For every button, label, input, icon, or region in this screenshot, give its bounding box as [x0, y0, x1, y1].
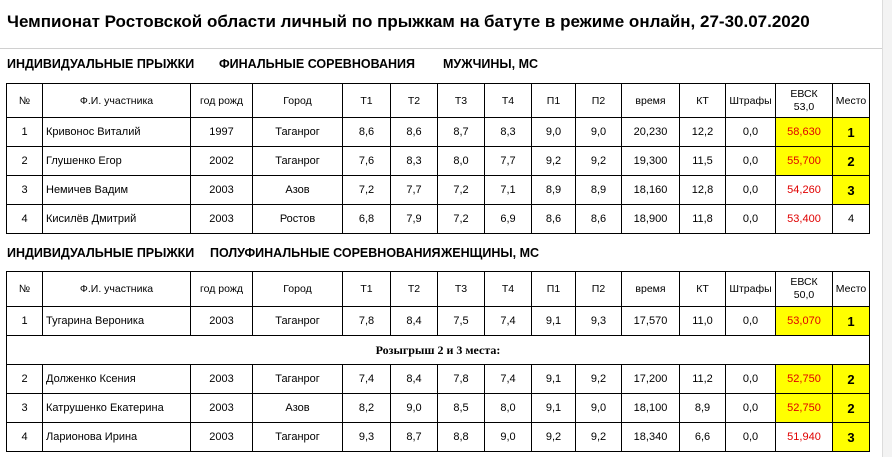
cell-t1: 9,3 [343, 423, 391, 452]
cell-name: Немичев Вадим [43, 176, 191, 205]
cell-place: 1 [833, 307, 870, 336]
window-edge [882, 0, 892, 457]
cell-p2: 8,6 [576, 205, 622, 234]
cell-num: 3 [7, 394, 43, 423]
cell-t3: 8,7 [438, 118, 485, 147]
cell-total: 58,630 [776, 118, 833, 147]
cell-time: 18,160 [622, 176, 680, 205]
cell-num: 1 [7, 118, 43, 147]
col-penalties: Штрафы [726, 84, 776, 118]
women-results-table [6, 271, 870, 452]
cell-name: Ларионова Ирина [43, 423, 191, 452]
cell-p1: 9,0 [532, 118, 576, 147]
cell-p1: 9,1 [532, 394, 576, 423]
col-city: Город [253, 272, 343, 307]
col-time: время [622, 84, 680, 118]
table-row [7, 423, 870, 452]
header-row [7, 272, 870, 307]
playoff-note-row [7, 336, 870, 365]
cell-total: 53,400 [776, 205, 833, 234]
cell-place: 3 [833, 176, 870, 205]
cell-penalties: 0,0 [726, 205, 776, 234]
cell-num: 2 [7, 147, 43, 176]
col-kt: КТ [680, 84, 726, 118]
col-t2: Т2 [391, 84, 438, 118]
col-t3: Т3 [438, 84, 485, 118]
section-group: ЖЕНЩИНЫ, МС [441, 246, 540, 260]
cell-year: 2003 [191, 365, 253, 394]
cell-penalties: 0,0 [726, 147, 776, 176]
cell-time: 18,340 [622, 423, 680, 452]
cell-name: Катрушенко Екатерина [43, 394, 191, 423]
playoff-note: Розыгрыш 2 и 3 места: [7, 336, 870, 365]
cell-t4: 7,4 [485, 365, 532, 394]
cell-year: 2002 [191, 147, 253, 176]
cell-num: 4 [7, 423, 43, 452]
col-evsk-value: 53,0 [793, 100, 815, 113]
section-discipline: ИНДИВИДУАЛЬНЫЕ ПРЫЖКИ [7, 57, 195, 71]
table-row [7, 307, 870, 336]
col-t4: Т4 [485, 84, 532, 118]
cell-t3: 7,5 [438, 307, 485, 336]
cell-name: Тугарина Вероника [43, 307, 191, 336]
cell-total: 52,750 [776, 365, 833, 394]
cell-p1: 9,1 [532, 307, 576, 336]
cell-penalties: 0,0 [726, 365, 776, 394]
cell-p2: 9,2 [576, 365, 622, 394]
table-row [7, 118, 870, 147]
cell-penalties: 0,0 [726, 118, 776, 147]
cell-p1: 9,2 [532, 423, 576, 452]
cell-year: 1997 [191, 118, 253, 147]
cell-t1: 7,4 [343, 365, 391, 394]
cell-p2: 9,0 [576, 394, 622, 423]
cell-city: Таганрог [253, 365, 343, 394]
cell-penalties: 0,0 [726, 423, 776, 452]
col-p1: П1 [532, 84, 576, 118]
col-num: № [7, 272, 43, 307]
cell-penalties: 0,0 [726, 394, 776, 423]
col-t1: Т1 [343, 272, 391, 307]
title-bar [0, 0, 892, 49]
cell-kt: 11,8 [680, 205, 726, 234]
cell-t2: 7,7 [391, 176, 438, 205]
cell-num: 3 [7, 176, 43, 205]
cell-t2: 7,9 [391, 205, 438, 234]
cell-kt: 11,0 [680, 307, 726, 336]
cell-t4: 7,7 [485, 147, 532, 176]
table-row [7, 176, 870, 205]
cell-num: 1 [7, 307, 43, 336]
cell-time: 18,100 [622, 394, 680, 423]
cell-city: Таганрог [253, 147, 343, 176]
men-results-table [6, 83, 870, 234]
col-t4: Т4 [485, 272, 532, 307]
cell-t1: 8,2 [343, 394, 391, 423]
cell-t1: 7,8 [343, 307, 391, 336]
cell-t3: 8,8 [438, 423, 485, 452]
cell-p1: 8,6 [532, 205, 576, 234]
cell-name: Кривонос Виталий [43, 118, 191, 147]
col-p1: П1 [532, 272, 576, 307]
cell-place: 2 [833, 394, 870, 423]
section-discipline: ИНДИВИДУАЛЬНЫЕ ПРЫЖКИ [7, 246, 195, 260]
cell-name: Долженко Ксения [43, 365, 191, 394]
header-row [7, 84, 870, 118]
col-kt: КТ [680, 272, 726, 307]
col-year: год рожд [191, 84, 253, 118]
cell-t2: 9,0 [391, 394, 438, 423]
section-stage: ПОЛУФИНАЛЬНЫЕ СОРЕВНОВАНИЯ [210, 246, 441, 260]
cell-t4: 8,0 [485, 394, 532, 423]
cell-t4: 6,9 [485, 205, 532, 234]
cell-p2: 8,9 [576, 176, 622, 205]
cell-t1: 7,6 [343, 147, 391, 176]
cell-num: 4 [7, 205, 43, 234]
cell-city: Таганрог [253, 423, 343, 452]
cell-place: 2 [833, 147, 870, 176]
col-name: Ф.И. участника [43, 84, 191, 118]
cell-p1: 9,2 [532, 147, 576, 176]
cell-total: 54,260 [776, 176, 833, 205]
cell-year: 2003 [191, 176, 253, 205]
col-place: Место [833, 84, 870, 118]
col-time: время [622, 272, 680, 307]
cell-city: Азов [253, 394, 343, 423]
cell-time: 17,200 [622, 365, 680, 394]
cell-t2: 8,4 [391, 365, 438, 394]
cell-kt: 6,6 [680, 423, 726, 452]
col-evsk-value: 50,0 [793, 289, 815, 301]
col-place: Место [833, 272, 870, 307]
col-evsk-label: ЕВСК [790, 87, 818, 100]
col-evsk-label: ЕВСК [790, 276, 818, 288]
cell-t3: 7,8 [438, 365, 485, 394]
cell-t3: 8,0 [438, 147, 485, 176]
cell-total: 53,070 [776, 307, 833, 336]
cell-p2: 9,2 [576, 423, 622, 452]
cell-t4: 9,0 [485, 423, 532, 452]
table-row [7, 394, 870, 423]
cell-p1: 9,1 [532, 365, 576, 394]
cell-t3: 7,2 [438, 176, 485, 205]
col-num: № [7, 84, 43, 118]
col-evsk [776, 272, 833, 307]
cell-name: Глушенко Егор [43, 147, 191, 176]
col-t2: Т2 [391, 272, 438, 307]
cell-kt: 12,2 [680, 118, 726, 147]
table-row [7, 147, 870, 176]
cell-city: Таганрог [253, 307, 343, 336]
cell-t2: 8,3 [391, 147, 438, 176]
table-row [7, 205, 870, 234]
cell-time: 18,900 [622, 205, 680, 234]
cell-t4: 7,1 [485, 176, 532, 205]
cell-time: 19,300 [622, 147, 680, 176]
cell-t2: 8,6 [391, 118, 438, 147]
cell-t1: 8,6 [343, 118, 391, 147]
cell-kt: 11,2 [680, 365, 726, 394]
col-evsk [776, 84, 833, 118]
section-stage: ФИНАЛЬНЫЕ СОРЕВНОВАНИЯ [219, 57, 416, 71]
table-row [7, 365, 870, 394]
cell-kt: 12,8 [680, 176, 726, 205]
cell-t2: 8,7 [391, 423, 438, 452]
cell-t3: 8,5 [438, 394, 485, 423]
col-t3: Т3 [438, 272, 485, 307]
cell-year: 2003 [191, 307, 253, 336]
page-title: Чемпионат Ростовской области личный по прыжкам на батуте в режиме онлайн, 27-30.07.2020 [7, 12, 810, 31]
cell-p2: 9,3 [576, 307, 622, 336]
cell-t1: 7,2 [343, 176, 391, 205]
cell-num: 2 [7, 365, 43, 394]
cell-total: 51,940 [776, 423, 833, 452]
cell-kt: 11,5 [680, 147, 726, 176]
cell-year: 2003 [191, 423, 253, 452]
col-t1: Т1 [343, 84, 391, 118]
cell-kt: 8,9 [680, 394, 726, 423]
cell-city: Азов [253, 176, 343, 205]
cell-t3: 7,2 [438, 205, 485, 234]
cell-total: 55,700 [776, 147, 833, 176]
cell-t1: 6,8 [343, 205, 391, 234]
cell-t2: 8,4 [391, 307, 438, 336]
cell-city: Ростов [253, 205, 343, 234]
col-year: год рожд [191, 272, 253, 307]
cell-p2: 9,2 [576, 147, 622, 176]
cell-place: 1 [833, 118, 870, 147]
col-p2: П2 [576, 272, 622, 307]
cell-place: 4 [833, 205, 870, 234]
cell-t4: 8,3 [485, 118, 532, 147]
cell-p2: 9,0 [576, 118, 622, 147]
cell-time: 17,570 [622, 307, 680, 336]
cell-year: 2003 [191, 394, 253, 423]
cell-city: Таганрог [253, 118, 343, 147]
col-name: Ф.И. участника [43, 272, 191, 307]
cell-p1: 8,9 [532, 176, 576, 205]
cell-year: 2003 [191, 205, 253, 234]
cell-place: 2 [833, 365, 870, 394]
cell-total: 52,750 [776, 394, 833, 423]
cell-name: Кисилёв Дмитрий [43, 205, 191, 234]
col-p2: П2 [576, 84, 622, 118]
col-penalties: Штрафы [726, 272, 776, 307]
cell-penalties: 0,0 [726, 176, 776, 205]
section-group: МУЖЧИНЫ, МС [443, 57, 539, 71]
col-city: Город [253, 84, 343, 118]
cell-time: 20,230 [622, 118, 680, 147]
cell-t4: 7,4 [485, 307, 532, 336]
cell-place: 3 [833, 423, 870, 452]
cell-penalties: 0,0 [726, 307, 776, 336]
